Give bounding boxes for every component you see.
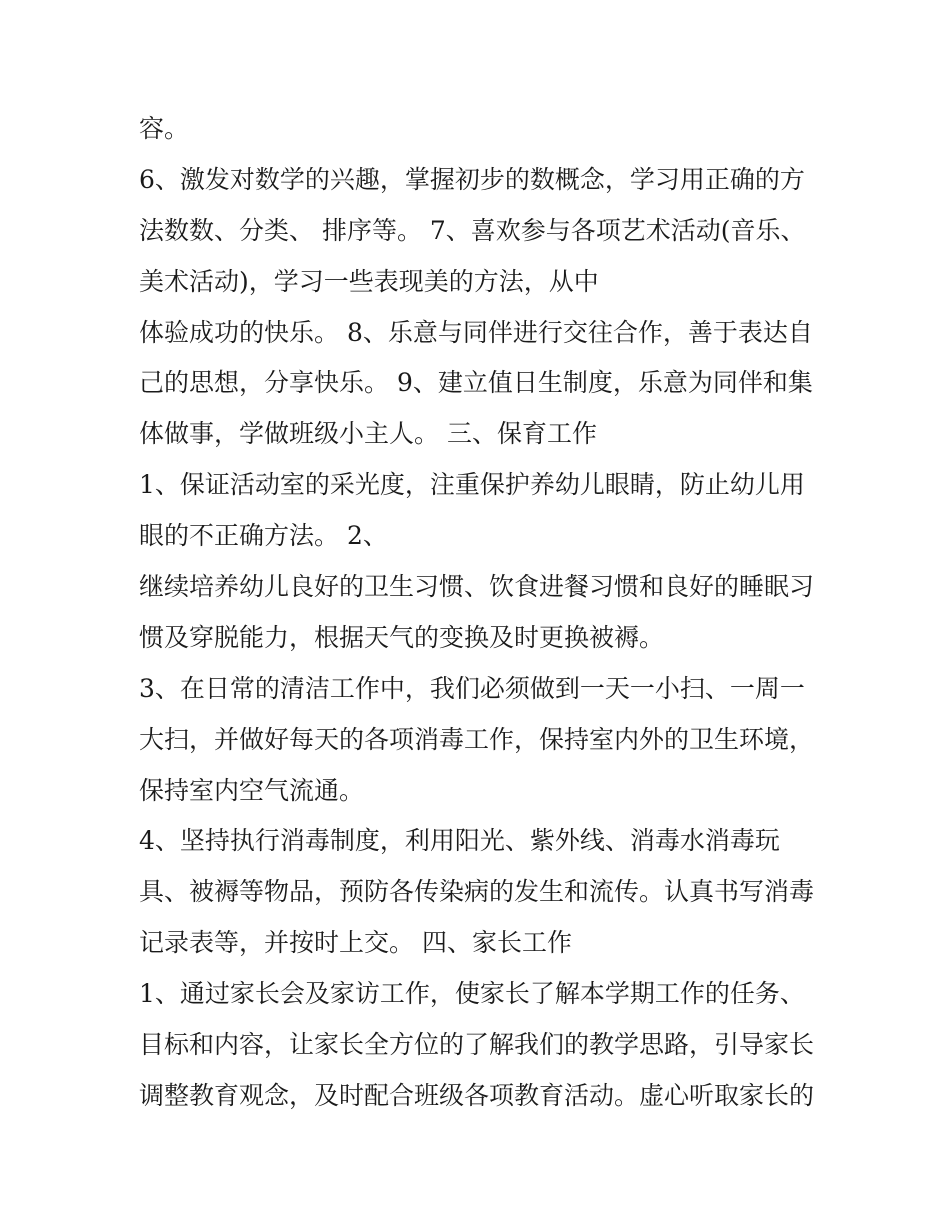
text-line: 惯及穿脱能力，根据天气的变换及时更换被褥。 [139, 622, 665, 652]
text-line: 记录表等，并按时上交。 四、家长工作 [139, 928, 572, 958]
text-line: 法数数、分类、 排序等。 7、喜欢参与各项艺术活动(音乐、 [139, 215, 806, 245]
text-line: 目标和内容，让家长全方位的了解我们的教学思路，引导家长 [139, 1030, 815, 1060]
text-line: 1、保证活动室的采光度，注重保护养幼儿眼睛，防止幼儿用 [139, 470, 805, 500]
text-line: 保持室内空气流通。 [139, 775, 365, 805]
text-line: 体做事，学做班级小主人。 三、保育工作 [139, 419, 597, 449]
text-line: 1、通过家长会及家访工作，使家长了解本学期工作的任务、 [139, 979, 805, 1009]
document-body [139, 104, 839, 1122]
text-line: 6、激发对数学的兴趣，掌握初步的数概念，学习用正确的方 [139, 164, 805, 194]
text-line: 美术活动)，学习一些表现美的方法，从中 [139, 266, 599, 296]
text-line: 调整教育观念，及时配合班级各项教育活动。虚心听取家长的 [139, 1080, 815, 1110]
text-line: 4、坚持执行消毒制度，利用阳光、紫外线、消毒水消毒玩 [139, 826, 780, 856]
text-line: 体验成功的快乐。 8、乐意与同伴进行交往合作，善于表达自 [139, 317, 813, 347]
text-line: 容。 [139, 114, 190, 143]
text-line: 眼的不正确方法。 2、 [139, 521, 388, 551]
text-line: 3、在日常的清洁工作中，我们必须做到一天一小扫、一周一 [139, 673, 805, 703]
text-line: 大扫，并做好每天的各项消毒工作，保持室内外的卫生环境， [139, 724, 815, 754]
text-line: 具、被褥等物品，预防各传染病的发生和流传。认真书写消毒 [139, 877, 815, 907]
text-line: 继续培养幼儿良好的卫生习惯、饮食进餐习惯和良好的睡眠习 [139, 572, 815, 602]
text-line: 己的思想，分享快乐。 9、建立值日生制度，乐意为同伴和集 [139, 368, 813, 398]
